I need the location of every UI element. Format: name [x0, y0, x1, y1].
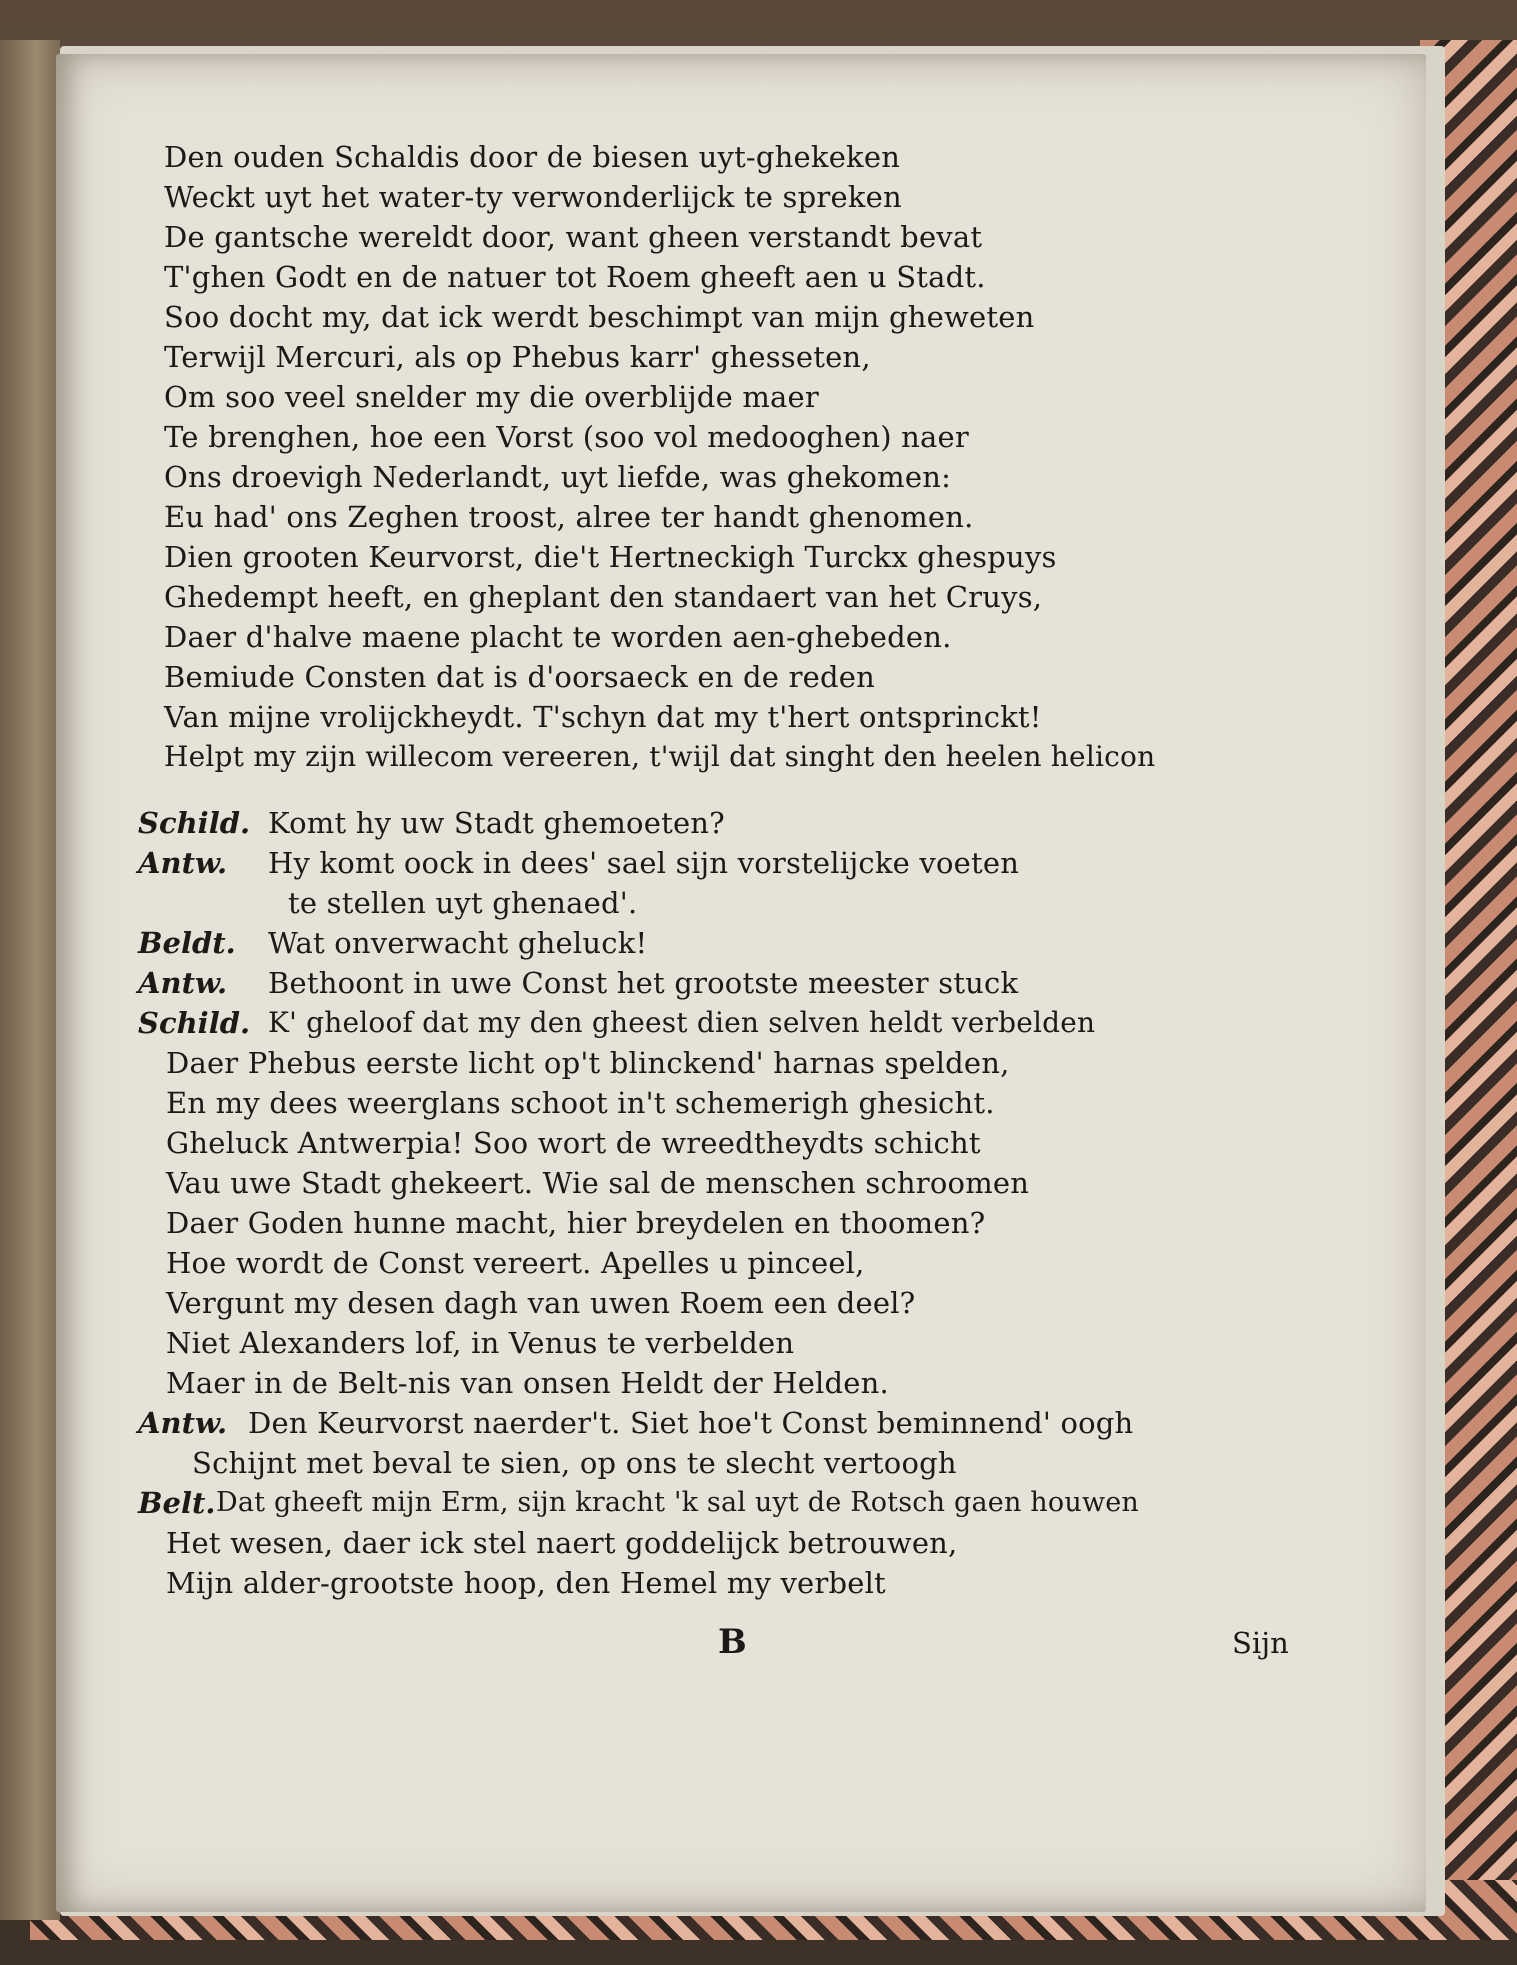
dialogue-line: Schijnt met beval te sien, op ons te slecht vertoogh [192, 1446, 957, 1480]
book-page [56, 54, 1426, 1912]
verse-line: De gantsche wereldt door, want gheen verstandt bevat [164, 220, 983, 254]
catchword: Sijn [1232, 1626, 1289, 1660]
dialogue-line: Mijn alder-grootste hoop, den Hemel my verbelt [166, 1566, 886, 1600]
dialogue-line: Hoe wordt de Const vereert. Apelles u pinceel, [166, 1246, 865, 1280]
dialogue-line: Daer Phebus eerste licht op't blinckend' harnas spelden, [166, 1046, 1010, 1080]
speaker-label: Antw. [138, 1406, 228, 1440]
dialogue-line: Daer Goden hunne macht, hier breydelen en thoomen? [166, 1206, 986, 1240]
facing-page-edge [0, 40, 60, 1920]
speaker-label: Antw. [138, 846, 228, 880]
speaker-label: Schild. [138, 806, 251, 840]
verse-line: Eu had' ons Zeghen troost, alree ter handt ghenomen. [164, 500, 974, 534]
verse-line: Ghedempt heeft, en gheplant den standaert van het Cruys, [164, 580, 1043, 614]
speaker-label: Belt. [138, 1486, 216, 1520]
dialogue-line: Het wesen, daer ick stel naert goddelijck betrouwen, [166, 1526, 958, 1560]
verse-line: Helpt my zijn willecom vereeren, t'wijl dat singht den heelen helicon [164, 740, 1156, 773]
verse-line: Bemiude Consten dat is d'oorsaeck en de reden [164, 660, 876, 694]
dialogue-line: Dat gheeft mijn Erm, sijn kracht 'k sal uyt de Rotsch gaen houwen [216, 1487, 1140, 1518]
verse-line: Daer d'halve maene placht te worden aen-ghebeden. [164, 620, 952, 654]
dialogue-line: Niet Alexanders lof, in Venus te verbelden [166, 1326, 795, 1360]
dialogue-line: Den Keurvorst naerder't. Siet hoe't Const beminnend' oogh [248, 1406, 1134, 1440]
verse-line: Weckt uyt het water-ty verwonderlijck te spreken [164, 180, 902, 214]
dialogue-line: K' gheloof dat my den gheest dien selven heldt verbelden [268, 1006, 1096, 1039]
signature-mark: B [718, 1622, 747, 1662]
verse-line: Soo docht my, dat ick werdt beschimpt van mijn gheweten [164, 300, 1035, 334]
verse-line: Te brenghen, hoe een Vorst (soo vol medooghen) naer [164, 420, 969, 454]
dialogue-line: Wat onverwacht gheluck! [268, 926, 648, 960]
verse-line: Dien grooten Keurvorst, die't Hertneckigh Turckx ghespuys [164, 540, 1057, 574]
speaker-label: Schild. [138, 1006, 251, 1040]
dialogue-line: Komt hy uw Stadt ghemoeten? [268, 806, 725, 840]
dialogue-line: Gheluck Antwerpia! Soo wort de wreedtheydts schicht [166, 1126, 981, 1160]
dialogue-line: Vau uwe Stadt ghekeert. Wie sal de menschen schroomen [166, 1166, 1030, 1200]
speaker-label: Beldt. [138, 926, 236, 960]
verse-line: Van mijne vrolijckheydt. T'schyn dat my t'hert ontsprinckt! [164, 700, 1042, 734]
dialogue-line: Hy komt oock in dees' sael sijn vorstelijcke voeten [268, 846, 1020, 880]
dialogue-line: te stellen uyt ghenaed'. [288, 886, 638, 920]
dialogue-line: Vergunt my desen dagh van uwen Roem een deel? [166, 1286, 916, 1320]
verse-line: Den ouden Schaldis door de biesen uyt-ghekeken [164, 140, 901, 174]
speaker-label: Antw. [138, 966, 228, 1000]
dialogue-line: En my dees weerglans schoot in't schemerigh ghesicht. [166, 1086, 995, 1120]
dialogue-line: Bethoont in uwe Const het grootste meester stuck [268, 966, 1019, 1000]
verse-line: Om soo veel snelder my die overblijde maer [164, 380, 819, 414]
verse-line: Ons droevigh Nederlandt, uyt liefde, was ghekomen: [164, 460, 952, 494]
dialogue-line: Maer in de Belt-nis van onsen Heldt der Helden. [166, 1366, 889, 1400]
verse-line: T'ghen Godt en de natuer tot Roem gheeft aen u Stadt. [164, 260, 986, 294]
verse-line: Terwijl Mercuri, als op Phebus karr' ghesseten, [164, 340, 871, 374]
